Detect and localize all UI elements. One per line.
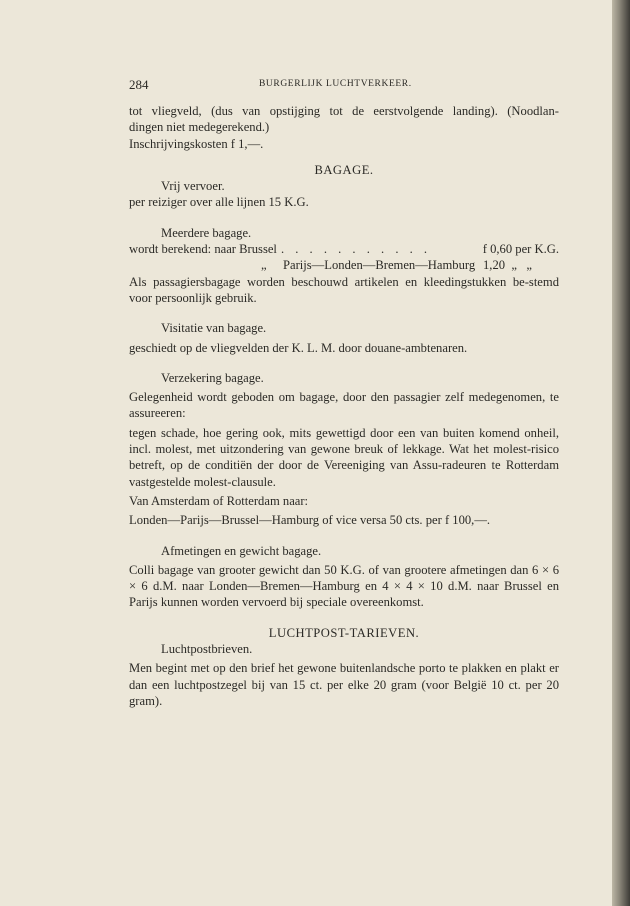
section-heading-luchtpost: LUCHTPOST-TARIEVEN. [268,625,420,640]
paragraph-passagiersbagage: Als passagiersbagage worden beschouwd artikelen en kleedingstukken be-stemd voor persoonlijk gebruik. [129,274,559,305]
subheading-visitatie: Visitatie van bagage. [161,321,267,336]
tariff-row-parijs [129,257,559,273]
tariff-value-route: 1,20 „ „ [483,258,532,273]
subheading-afmetingen: Afmetingen en gewicht bagage. [161,543,322,558]
running-head: BURGERLIJK LUCHTVERKEER. [259,79,412,89]
page-header [129,77,559,93]
paragraph-luchtpost: Men begint met op den brief het gewone buitenlandsche porto te plakken en plakt er dan een luchtpostzegel bij van 15 ct. per elke 20 gram (voor België 10 ct. per 20 gram). [129,661,559,708]
intro-line-3: Inschrijvingskosten f 1,—. [129,136,264,151]
subheading-luchtpostbrieven: Luchtpostbrieven. [161,642,253,657]
page-body [129,103,559,709]
tariff-label-brussel: wordt berekend: naar Brussel [129,242,277,257]
paragraph-verzekering-4: Londen—Parijs—Brussel—Hamburg of vice versa 50 cts. per f 100,—. [129,513,491,528]
paragraph-afmetingen: Colli bagage van grooter gewicht dan 50 K.G. of van grootere afmetingen dan 6 × 6 × 6 d.M. naar Londen—Bremen—Hamburg en 4 × 4 × 10 d.M. naar Brussel en Parijs kunnen worden vervoerd bij speciale overeenkomst. [129,562,559,610]
leader-dots: . . . . . . . . . . . [280,242,432,257]
paragraph-visitatie: geschiedt op de vliegvelden der K. L. M. door douane-ambtenaren. [129,340,468,355]
tariff-label-route: Parijs—Londen—Bremen—Hamburg [283,258,476,273]
subheading-vrij-vervoer: Vrij vervoer. [161,179,225,194]
intro-line-2: dingen niet medegerekend.) [129,120,270,135]
intro-line-1: tot vliegveld, (dus van opstijging tot de eerstvolgende landing). (Noodlan- [129,104,559,118]
section-heading-bagage: BAGAGE. [314,162,374,177]
book-spine [612,0,630,906]
paragraph-verzekering-1: Gelegenheid wordt geboden om bagage, door den passagier zelf medegenomen, te assureeren: [129,390,559,421]
tariff-row-brussel [129,241,559,257]
paragraph-vrij-vervoer: per reiziger over alle lijnen 15 K.G. [129,195,309,210]
ditto-mark: „ [261,258,267,273]
tariff-value-brussel: f 0,60 per K.G. [482,242,559,257]
subheading-meerdere-bagage: Meerdere bagage. [161,225,252,240]
page-number: 284 [129,77,149,92]
subheading-verzekering: Verzekering bagage. [161,370,264,385]
paragraph-verzekering-2: tegen schade, hoe gering ook, mits gewettigd door een van buiten komend onheil, incl. molest, met uitzondering van gewone breuk of lekkage. Wat het molest-risico betreft, op de conditiën der door de Vereeniging van Assu-radeuren te Rotterdam vastgestelde molest-clausule. [129,425,559,489]
paragraph-verzekering-3: Van Amsterdam of Rotterdam naar: [129,493,309,508]
